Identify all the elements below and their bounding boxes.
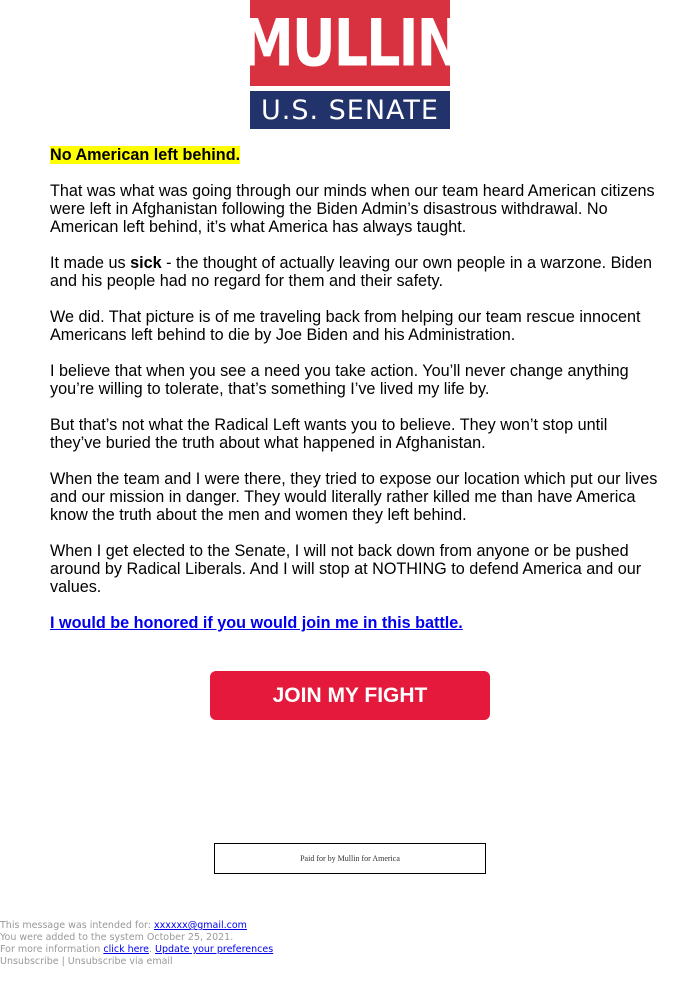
cta-paragraph xyxy=(50,614,660,632)
paragraph-7: When I get elected to the Senate, I will not back down from anyone or be pushed around by Radical Liberals. And I will stop at NOTHING to defend America and our values. xyxy=(50,542,642,596)
headline: No American left behind. xyxy=(50,146,241,164)
paragraph-5: But that’s not what the Radical Left wants you to believe. They won’t stop until they’ve buried the truth about what happened in Afghanistan. xyxy=(50,416,608,452)
paragraph-3: We did. That picture is of me traveling back from helping our team rescue innocent Americans left behind to die by Joe Biden and his Administration. xyxy=(50,308,641,344)
recipient-email-link[interactable]: xxxxxx@gmail.com xyxy=(154,920,247,931)
footer-added-line: You were added to the system October 25, 2021. xyxy=(0,932,234,943)
logo-name-block xyxy=(240,0,460,86)
footer-intended-label: This message was intended for: xyxy=(0,920,154,931)
footer-more-info-line xyxy=(0,944,273,956)
paid-for-disclaimer: Paid for by Mullin for America xyxy=(214,843,486,874)
email-footer xyxy=(0,920,273,968)
update-preferences-link[interactable]: Update your preferences xyxy=(155,944,274,955)
paragraph-6: When the team and I were there, they tried to expose our location which put our lives and our mission in danger. They would literally rather killed me than have America know the truth about the men and women they left behind. xyxy=(50,470,658,524)
paragraph-2-end: - the thought of actually leaving our own people in a warzone. Biden and his people had no regard for them and their safety. xyxy=(50,254,653,290)
paragraph-2-start: It made us xyxy=(50,254,131,272)
mullin-senate-logo xyxy=(240,0,460,129)
paragraph-2 xyxy=(50,254,660,290)
join-battle-link[interactable]: I would be honored if you would join me in this battle. xyxy=(50,614,463,632)
logo-subtitle: U.S. SENATE xyxy=(261,94,439,126)
footer-intended-line xyxy=(0,920,273,932)
logo-subtitle-block xyxy=(250,91,450,129)
click-here-link[interactable]: click here xyxy=(103,944,149,955)
email-body xyxy=(50,146,660,650)
paragraph-2-emphasis: sick xyxy=(130,254,162,272)
headline-paragraph xyxy=(50,146,660,164)
logo-name: MULLIN xyxy=(240,5,460,81)
join-my-fight-button[interactable]: JOIN MY FIGHT xyxy=(210,671,490,720)
footer-unsubscribe-line[interactable]: Unsubscribe | Unsubscribe via email xyxy=(0,956,173,967)
footer-separator: . xyxy=(149,944,156,955)
paragraph-4: I believe that when you see a need you take action. You’ll never change anything you’re willing to tolerate, that’s something I’ve lived my life by. xyxy=(50,362,629,398)
footer-more-info-label: For more information xyxy=(0,944,104,955)
paragraph-1: That was what was going through our minds when our team heard American citizens were left in Afghanistan following the Biden Admin’s disastrous withdrawal. No American left behind, it’s what America has always taught. xyxy=(50,182,655,236)
